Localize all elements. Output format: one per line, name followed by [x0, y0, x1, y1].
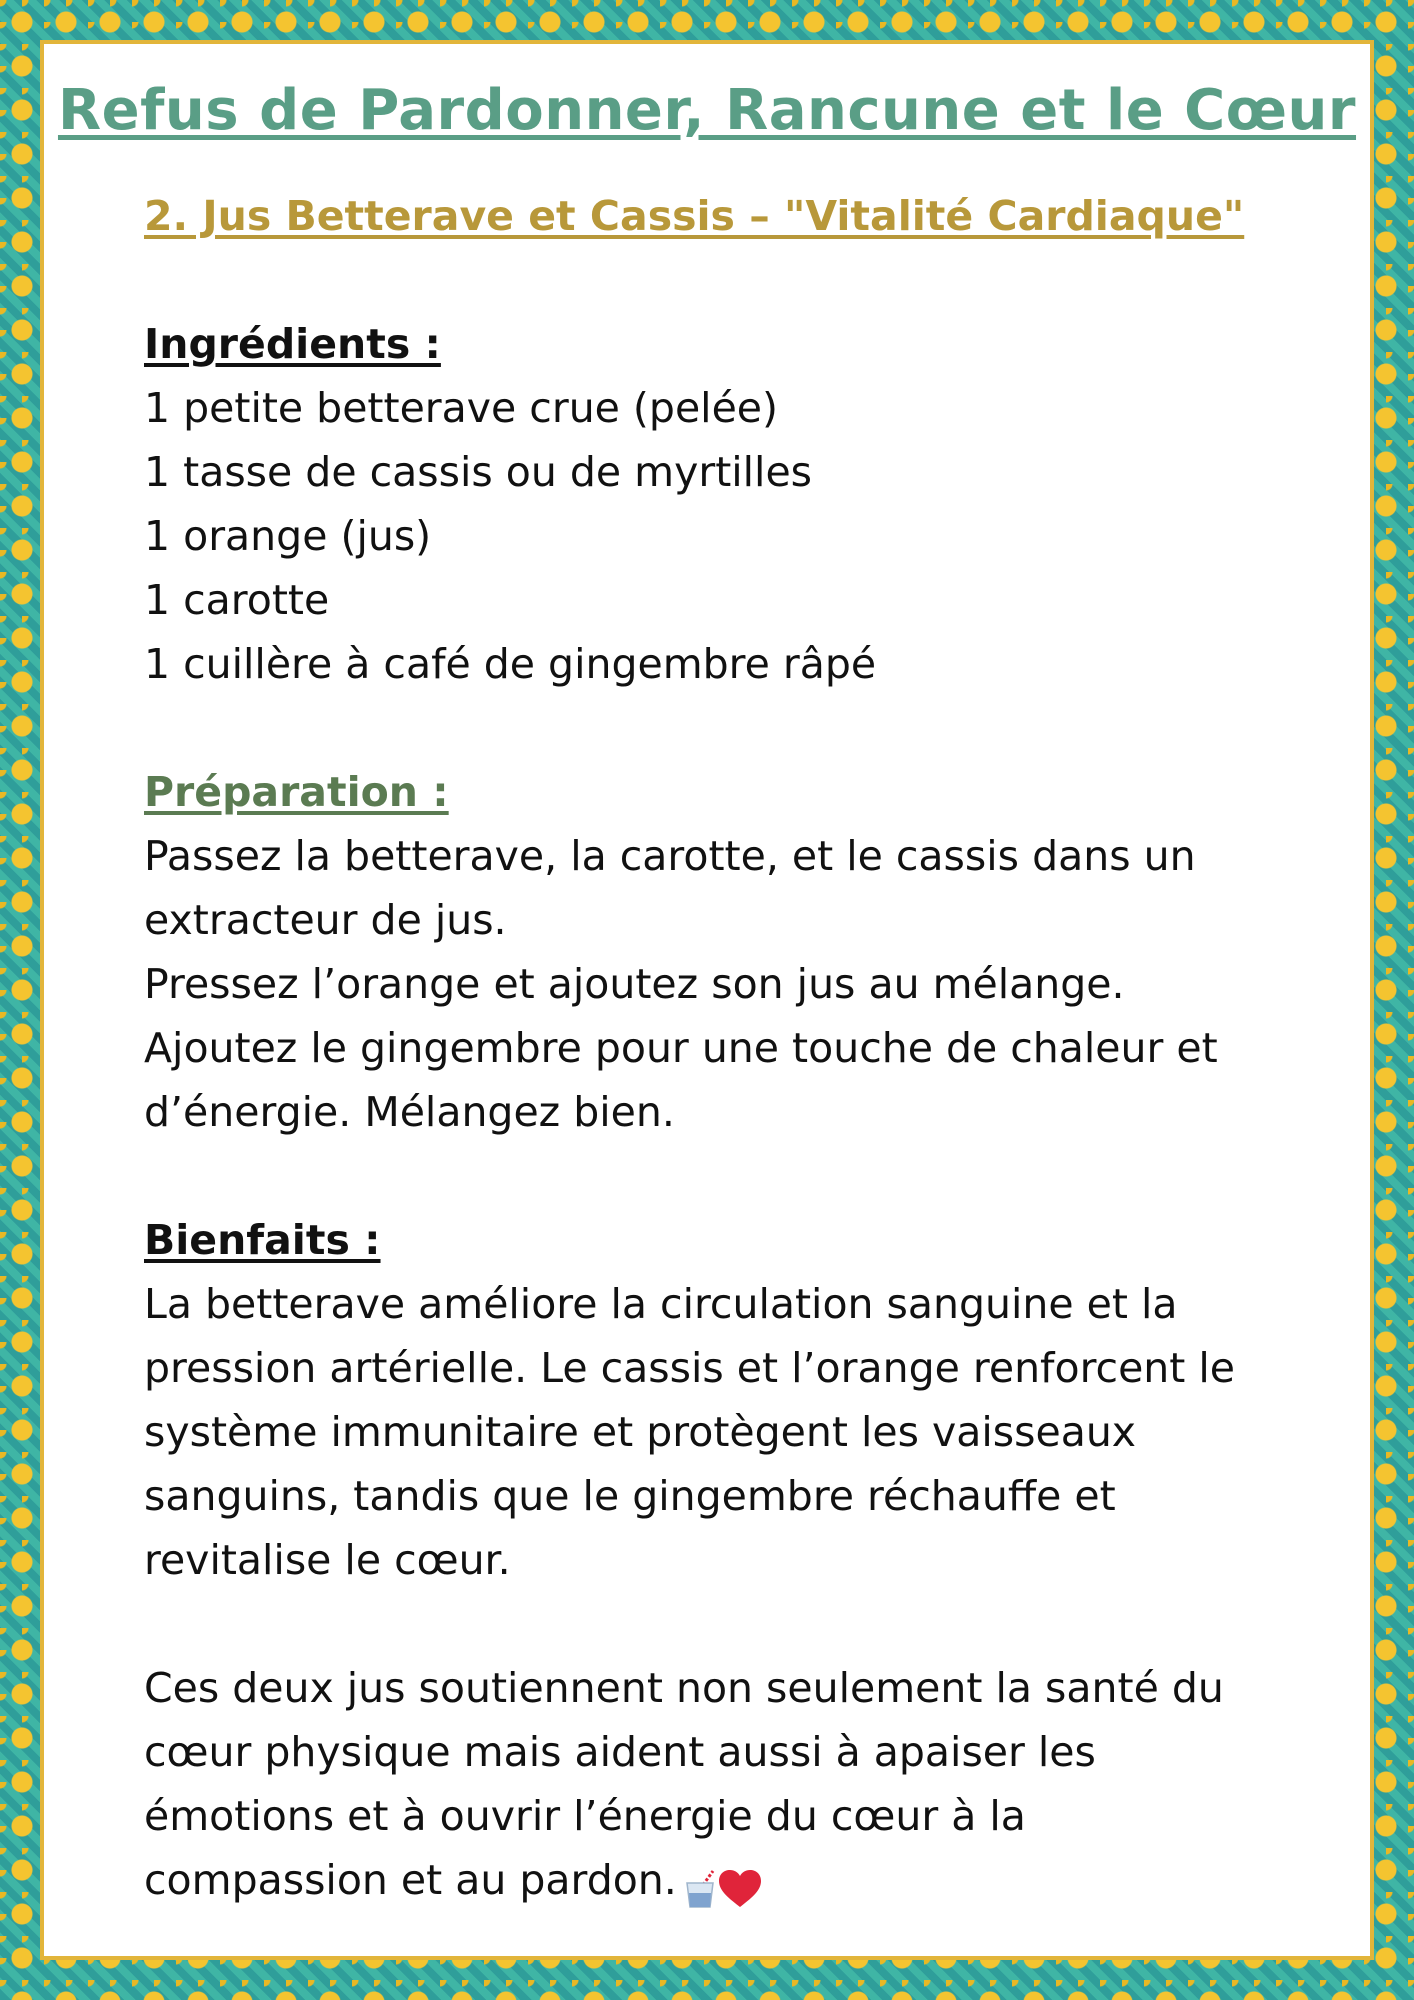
- closing-icons: [683, 1854, 763, 1918]
- closing-text: Ces deux jus soutiennent non seulement la santé du cœur physique mais aident aussi à apaiser les émotions et à ouvrir l’énergie du cœur à la compassion et au pardon.: [144, 1664, 1224, 1904]
- spacer: [144, 1144, 1274, 1208]
- ingredients-list: [144, 376, 1274, 696]
- ingredient-item: 1 tasse de cassis ou de myrtilles: [144, 448, 813, 496]
- ingredient-item: 1 carotte: [144, 576, 330, 624]
- ingredient-item: 1 orange (jus): [144, 512, 432, 560]
- red-heart-icon: [717, 1869, 763, 1909]
- ingredient-item: 1 cuillère à café de gingembre râpé: [144, 640, 877, 688]
- benefits-heading: Bienfaits :: [144, 1216, 381, 1264]
- closing-paragraph: [144, 1656, 1274, 1918]
- spacer: [144, 248, 1274, 312]
- preparation-steps: [144, 824, 1274, 1144]
- cup-with-straw-icon: [683, 1869, 717, 1909]
- spacer: [144, 696, 1274, 760]
- recipe-title: 2. Jus Betterave et Cassis – "Vitalité Cardiaque": [144, 192, 1245, 240]
- preparation-step: Ajoutez le gingembre pour une touche de chaleur et d’énergie. Mélangez bien.: [144, 1024, 1218, 1136]
- page: [40, 40, 1374, 1960]
- document-title: Refus de Pardonner, Rancune et le Cœur: [57, 78, 1357, 143]
- preparation-step: Passez la betterave, la carotte, et le cassis dans un extracteur de jus.: [144, 832, 1196, 944]
- preparation-step: Pressez l’orange et ajoutez son jus au mélange.: [144, 960, 1125, 1008]
- benefits-text: La betterave améliore la circulation sanguine et la pression artérielle. Le cassis et l’orange renforcent le système immunitaire et protègent les vaisseaux sanguins, tandis que le gingembre réchauffe et revitalise le cœur.: [144, 1280, 1236, 1584]
- ingredient-item: 1 petite betterave crue (pelée): [144, 384, 779, 432]
- recipe-content: [144, 184, 1274, 1918]
- preparation-heading: Préparation :: [144, 768, 449, 816]
- ingredients-heading: Ingrédients :: [144, 320, 441, 368]
- spacer: [144, 1592, 1274, 1656]
